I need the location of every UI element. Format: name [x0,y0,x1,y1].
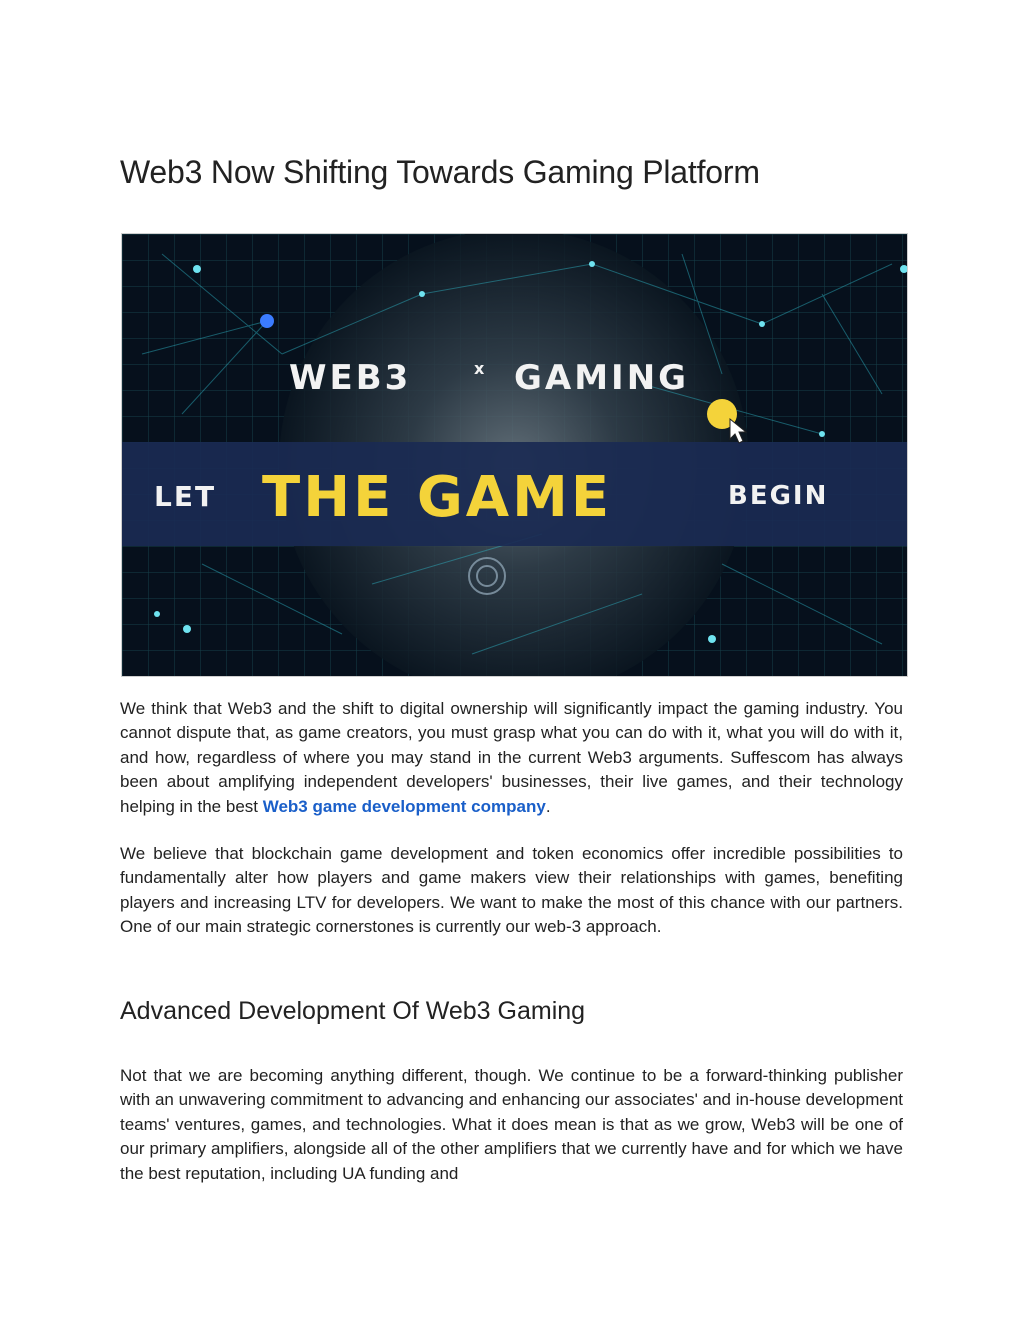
paragraph-2: We believe that blockchain game development and token economics offer incredible possibilities to fundamentally alter how players and game makers view their relationships with games, benefiting players and increasing LTV for developers. We want to make the most of this chance with our partners. One of our main strategic cornerstones is currently our web-3 approach. [120,844,903,937]
banner-tagline-right: BEGIN [728,481,829,511]
paragraph-1-end: . [545,796,551,816]
banner-headline-right: GAMING [514,358,690,398]
paragraph-1-text: We think that Web3 and the shift to digital ownership will significantly impact the gaming industry. You cannot dispute that, as game creators, you must grasp what you can do with it, what you will do with it, and how, regardless of where you may stand in the current Web3 arguments. Suffescom has always been about amplifying independent developers' businesses, their live games, and their technology helping in the best [120,699,903,816]
banner-tagline-left: LET [154,480,217,513]
banner-image [121,233,908,677]
banner-headline-left: WEB3 [289,358,412,398]
banner-tagline-main: THE GAME [262,465,613,530]
web3-game-development-link[interactable]: Web3 game development company [262,796,546,816]
paragraph-3: Not that we are becoming anything different, though. We continue to be a forward-thinking publisher with an unwavering commitment to advancing and enhancing our associates' and in-house development teams' ventures, games, and technologies. What it does mean is that as we grow, Web3 will be one of our primary amplifiers, alongside all of the other amplifiers that we currently have and for which we have the best reputation, including UA funding and [120,1066,903,1183]
paragraph-1 [120,697,903,819]
section-heading: Advanced Development Of Web3 Gaming [120,997,586,1025]
document-title: Web3 Now Shifting Towards Gaming Platform [120,154,760,190]
banner-headline-cross: x [474,359,485,378]
